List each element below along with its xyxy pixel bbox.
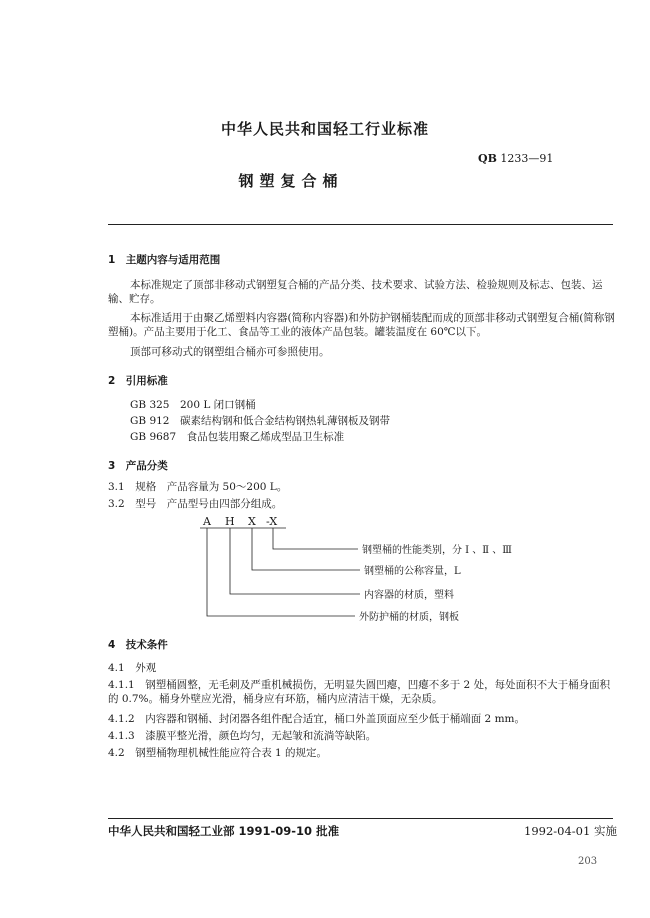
- reference-item: GB 325 200 L 闭口钢桶: [130, 399, 256, 411]
- effective-date: 1992-04-01 实施: [524, 824, 617, 838]
- section-1-paragraph-2: 本标准适用于由聚乙烯塑料内容器(简称内容器)和外防护钢桶装配而成的顶部非移动式钢塑复合桶(简称钢塑桶)。产品主要用于化工、食品等工业的液体产品包装。罐装温度在 60℃以下。: [108, 312, 615, 338]
- code-meaning-inner-material: 内容器的材质，塑料: [364, 590, 454, 601]
- model-code-diagram: [200, 515, 530, 625]
- approval-info: 中华人民共和国轻工业部 1991-09-10 批准: [108, 824, 340, 838]
- section-3-2-model: 3.2 型号 产品型号由四部分组成。: [108, 498, 283, 510]
- code-letter-a: A: [203, 515, 211, 528]
- standard-body-title: 中华人民共和国轻工行业标准: [220, 120, 429, 138]
- section-4-1: 4.1 外观: [108, 662, 157, 674]
- section-3-1-spec: 3.1 规格 产品容量为 50～200 L。: [108, 481, 288, 493]
- standard-code: [478, 152, 553, 165]
- section-4-1-2: 4.1.2 内容器和钢桶、封闭器各组件配合适宜，桶口外盖顶面应至少低于桶端面 2 mm。: [108, 713, 525, 725]
- section-1-paragraph-1: 本标准规定了顶部非移动式钢塑复合桶的产品分类、技术要求、试验方法、检验规则及标志、包装、运输、贮存。: [108, 279, 603, 305]
- section-4-1-3: 4.1.3 漆膜平整光滑，颜色均匀，无起皱和流淌等缺陷。: [108, 730, 377, 742]
- code-letter-x-dash: -X: [266, 515, 278, 528]
- section-2-heading: 2 引用标准: [108, 375, 168, 387]
- standard-code-prefix: QB: [478, 152, 497, 165]
- section-1-heading: 1 主题内容与适用范围: [108, 254, 221, 266]
- section-3-heading: 3 产品分类: [108, 460, 168, 472]
- code-meaning-capacity: 钢塑桶的公称容量，L: [364, 566, 461, 577]
- footer-rule: [108, 818, 613, 819]
- section-4-2: 4.2 钢塑桶物理机械性能应符合表 1 的规定。: [108, 747, 328, 759]
- code-meaning-performance: 钢塑桶的性能类别，分 Ⅰ 、Ⅱ 、Ⅲ: [362, 545, 512, 556]
- code-letter-h: H: [225, 515, 235, 528]
- page-number: 203: [578, 856, 598, 867]
- code-letter-x: X: [248, 515, 256, 528]
- code-meaning-outer-material: 外防护桶的材质，钢板: [359, 612, 459, 623]
- diagram-leader-lines: [200, 528, 360, 616]
- header-rule: [108, 224, 613, 225]
- section-4-1-1: 4.1.1 钢塑桶圆整，无毛刺及严重机械损伤，无明显失圆凹瘪，凹瘪不多于 2 处，每处面积不大于桶身面积的 0.7%。桶身外壁应光滑，桶身应有环筋，桶内应清洁干燥，无杂质。: [108, 679, 611, 705]
- section-4-heading: 4 技术条件: [108, 639, 168, 651]
- reference-item: GB 912 碳素结构钢和低合金结构钢热轧薄钢板及钢带: [130, 415, 390, 427]
- document-title: 钢塑复合桶: [238, 172, 344, 190]
- reference-item: GB 9687 食品包装用聚乙烯成型品卫生标准: [130, 431, 345, 443]
- section-1-paragraph-3: 顶部可移动式的钢塑组合桶亦可参照使用。: [130, 346, 330, 358]
- standard-code-number: 1233—91: [500, 152, 554, 165]
